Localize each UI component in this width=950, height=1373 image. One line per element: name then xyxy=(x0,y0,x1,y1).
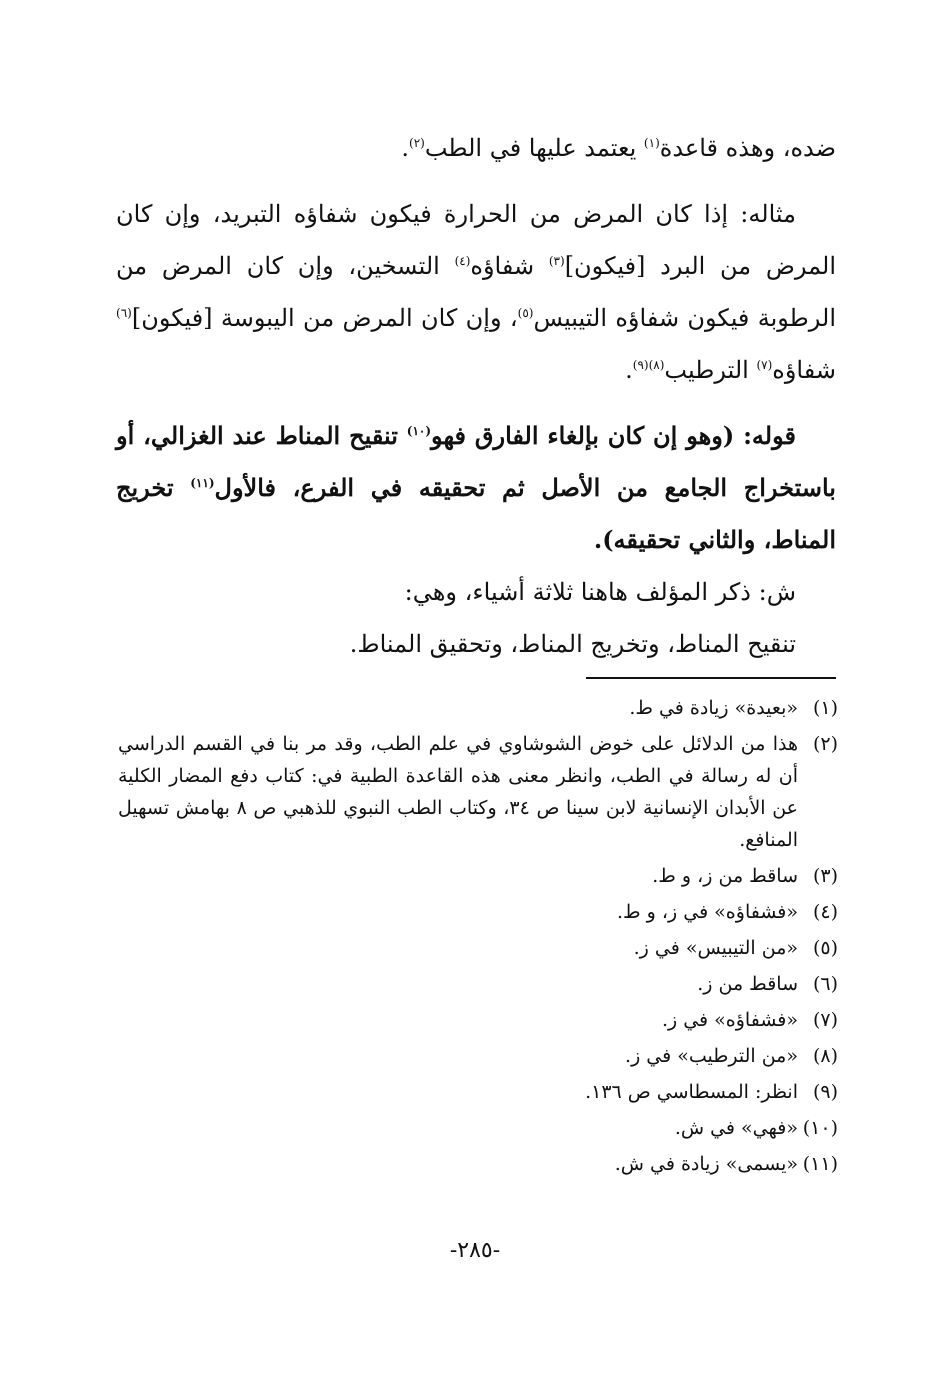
footnote-number: (٦) xyxy=(812,973,838,995)
paragraph-2-text-c: التسخين، وإن كان المرض من الرطوبة فيكون شفاؤه التيبيس xyxy=(116,252,837,332)
footnote-1 xyxy=(118,692,838,724)
footnote-ref-3: (٣) xyxy=(548,254,565,268)
page-number: -٢٨٥- xyxy=(449,1238,501,1263)
paragraph-2-text-e: شفاؤه xyxy=(772,356,836,384)
footnote-5 xyxy=(118,932,838,964)
footnote-number: (١١) xyxy=(802,1153,838,1175)
paragraph-4: ش: ذكر المؤلف هاهنا ثلاثة أشياء، وهي: xyxy=(404,578,796,606)
footnote-ref-8: (٨) xyxy=(648,358,665,372)
footnote-ref-6: (٦) xyxy=(116,306,132,320)
footnote-number: (٤) xyxy=(812,901,838,923)
footnote-text: «بعيدة» زيادة في ط. xyxy=(629,697,798,719)
footnote-ref-9: (٩) xyxy=(632,358,649,372)
footnote-number: (١٠) xyxy=(802,1117,838,1139)
footnote-ref-10: (١٠) xyxy=(406,424,432,438)
footnote-ref-1: (١) xyxy=(643,136,660,150)
paragraph-1-text-a: ضده، وهذه قاعدة xyxy=(659,134,836,162)
footnotes xyxy=(118,692,838,1184)
paragraph-2-text-b: شفاؤه xyxy=(470,252,549,280)
footnote-text: «فشفاؤه» في ز. xyxy=(661,1009,798,1031)
paragraph-1-text-c: . xyxy=(401,134,409,162)
footnote-2 xyxy=(118,728,838,856)
footnote-7 xyxy=(118,1004,838,1036)
footnote-text: هذا من الدلائل على خوض الشوشاوي في علم الطب، وقد مر بنا في القسم الدراسي أن له رسالة في الطب، وانظر معنى هذه القاعدة الطبية في: كتاب دفع المضار الكلية عن الأبدان الإنسانية لابن سينا ص ٣٤، وكتاب الطب النبوي للذهبي ص ٨ بهامش تسهيل المنافع. xyxy=(118,733,798,851)
footnote-text: «من التيبيس» في ز. xyxy=(633,937,798,959)
footnote-text: «من الترطيب» في ز. xyxy=(625,1045,798,1067)
paragraph-2-text-a: مثاله: إذا كان المرض من الحرارة فيكون شفاؤه التبريد، وإن كان المرض من البرد [فيكون] xyxy=(116,200,837,280)
paragraph-3-text-c: تخريج المناط، والثاني تحقيقه). xyxy=(116,473,836,554)
footnote-number: (٢) xyxy=(812,733,838,755)
footnote-4 xyxy=(118,896,838,928)
footnote-number: (٥) xyxy=(812,937,838,959)
paragraph-2-text-f: الترطيب xyxy=(664,356,757,384)
paragraph-2-text-g: . xyxy=(625,356,633,384)
footnote-text: «يسمى» زيادة في ش. xyxy=(614,1153,798,1175)
footnote-number: (٧) xyxy=(812,1009,838,1031)
footnote-3 xyxy=(118,860,838,892)
footnote-ref-7: (٧) xyxy=(756,358,773,372)
paragraph-1-text-b: يعتمد عليها في الطب xyxy=(424,134,644,162)
paragraph-3-text-b: تنقيح المناط عند الغزالي، أو باستخراج الجامع من الأصل ثم تحقيقه في الفرع، فالأول xyxy=(116,421,836,502)
footnote-9 xyxy=(118,1076,838,1108)
footnote-text: «فهي» في ش. xyxy=(674,1117,798,1139)
footnote-number: (٩) xyxy=(812,1081,838,1103)
footnote-text: ساقط من ز، و ط. xyxy=(652,865,798,887)
footnote-ref-2: (٢) xyxy=(409,136,425,150)
paragraph-3-text-a: قوله: (وهو إن كان بإلغاء الفارق فهو xyxy=(431,421,796,450)
paragraph-2 xyxy=(116,188,836,396)
footnote-11 xyxy=(118,1148,838,1180)
paragraph-3-quote xyxy=(116,410,836,566)
footnote-10 xyxy=(118,1112,838,1144)
footnote-6 xyxy=(118,968,838,1000)
footnote-text: انظر: المسطاسي ص ١٣٦. xyxy=(585,1081,798,1103)
paragraph-2-text-d: ، وإن كان المرض من اليبوسة [فيكون] xyxy=(131,304,518,332)
paragraph-1 xyxy=(116,122,836,174)
footnote-separator xyxy=(586,677,836,679)
footnote-number: (٣) xyxy=(812,865,838,887)
paragraph-5: تنقيح المناط، وتخريج المناط، وتحقيق المناط. xyxy=(349,630,796,658)
footnote-ref-5: (٥) xyxy=(517,306,534,320)
footnote-ref-4: (٤) xyxy=(454,254,471,268)
footnote-8 xyxy=(118,1040,838,1072)
footnote-number: (١) xyxy=(812,697,838,719)
footnote-ref-11: (١١) xyxy=(190,476,215,490)
footnote-number: (٨) xyxy=(812,1045,838,1067)
footnote-text: «فشفاؤه» في ز، و ط. xyxy=(617,901,798,923)
footnote-text: ساقط من ز. xyxy=(697,973,798,995)
main-text xyxy=(116,122,836,670)
